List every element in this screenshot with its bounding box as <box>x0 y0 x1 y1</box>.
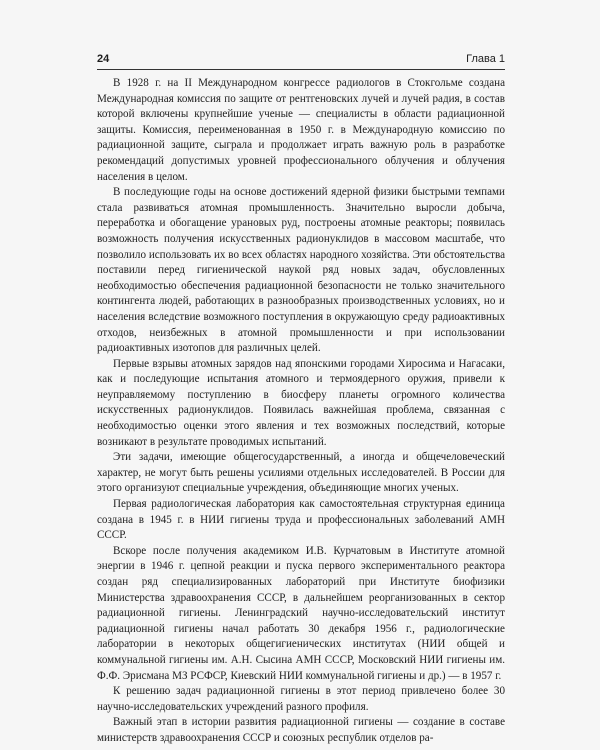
paragraph-4: Эти задачи, имеющие общегосударственный, а иногда и общечеловеческий характер, не могут быть решены усилиями отдельных исследователей. В России для этого организуют специальные учреждения, объединяющие многих ученых. <box>97 451 505 495</box>
running-header <box>97 53 505 70</box>
paragraph-1: В 1928 г. на II Международном конгрессе радиологов в Стокгольме создана Международная комиссия по защите от рентгеновских лучей и лучей радия, в состав которой включены крупнейшие ученые — специалисты в области радиационной защиты. Комиссия, переименованная в 1950 г. в Международную комиссию по радиационной защите, сыграла и продолжает играть важную роль в разработке рекомендаций допустимых уровней профессионального облучения и облучения населения в целом. <box>97 77 505 183</box>
body-text <box>97 76 505 747</box>
paragraph-2: В последующие годы на основе достижений ядерной физики быстрыми темпами стала развиваться атомная промышленность. Значительно выросли добыча, переработка и обогащение урановых руд, построены атомные реакторы; появилась возможность получения искусственных радионуклидов в массовом масштабе, что позволило использовать их во всех областях народного хозяйства. Эти обстоятельства поставили перед гигиенической наукой ряд новых задач, обусловленных необходимостью обеспечения радиационной безопасности не только значительного контингента людей, работающих в разнообразных производственных условиях, но и населения вследствие возможного поступления в окружающую среду радиоактивных отходов, неизбежных в атомной промышленности и при использовании радиоактивных изотопов для различных целей. <box>97 186 505 355</box>
paragraph-3: Первые взрывы атомных зарядов над японскими городами Хиросима и Нагасаки, как и последующие испытания атомного и термоядерного оружия, привели к неуправляемому поступлению в биосферу планеты огромного количества искусственных радионуклидов. Появилась важнейшая проблема, связанная с необходимостью оценки этого явления и тех возможных последствий, которые возникают в результате проводимых испытаний. <box>97 357 505 448</box>
paragraph-5: Первая радиологическая лаборатория как самостоятельная структурная единица создана в 1945 г. в НИИ гигиены труда и профессиональных заболеваний АМН СССР. <box>97 498 505 542</box>
page-number: 24 <box>97 53 110 65</box>
paragraph-6: Вскоре после получения академиком И.В. Курчатовым в Институте атомной энергии в 1946 г. цепной реакции и пуска первого экспериментального реактора создан ряд специализированных лабораторий при Институте биофизики Министерства здравоохранения СССР, в дальнейшем реорганизованных в сектор радиационной гигиены. Ленинградский научно-исследовательский институт радиационной гигиены начал работать 30 декабря 1956 г., радиологические лаборатории в некоторых общегигиенических институтах (НИИ общей и коммунальной гигиены им. А.Н. Сысина АМН СССР, Московский НИИ гигиены им. Ф.Ф. Эрисмана МЗ РСФСР, Киевский НИИ коммунальной гигиены и др.) — в 1957 г. <box>97 544 505 682</box>
paragraph-7: К решению задач радиационной гигиены в этот период привлечено более 30 научно-исследовательских учреждений разного профиля. <box>97 685 505 713</box>
paragraph-8: Важный этап в истории развития радиационной гигиены — создание в составе министерств здравоохранения СССР и союзных республик отделов ра- <box>97 716 505 744</box>
chapter-title: Глава 1 <box>466 53 505 65</box>
